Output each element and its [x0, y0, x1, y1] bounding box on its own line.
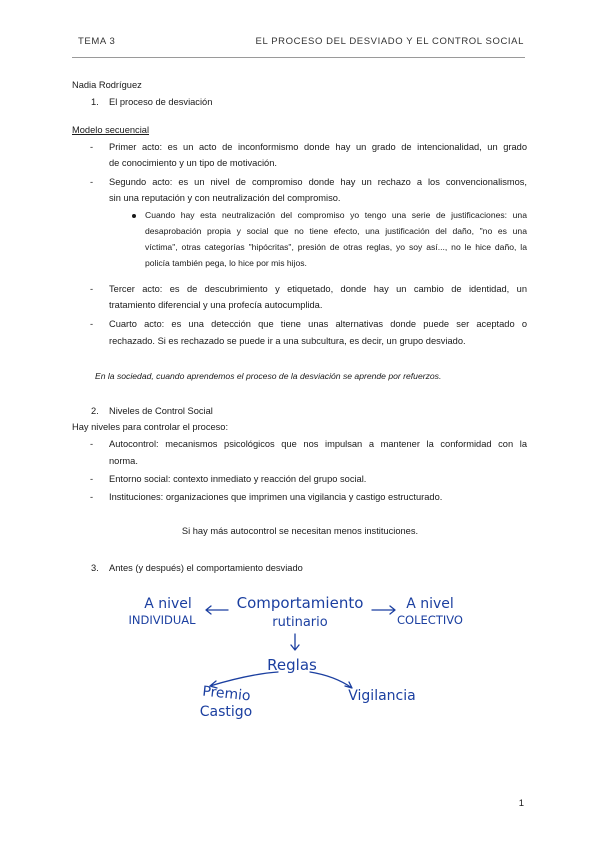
header-topic: TEMA 3 [78, 36, 116, 47]
list-dash: - [90, 319, 94, 329]
bottom-left-line1: Premio [201, 683, 252, 705]
sub-bullet-line3: víctima", otras categorías "hipócritas", presión de otras reglas, yo soy así..., no le hice daño, la [145, 242, 527, 252]
section1-note: En la sociedad, cuando aprendemos el proceso de la desviación se aprende por refuerzos. [95, 371, 442, 381]
list-dash: - [90, 492, 94, 502]
list-dash: - [90, 142, 94, 152]
center-line1: Comportamiento [236, 594, 364, 612]
header-title: EL PROCESO DEL DESVIADO Y EL CONTROL SOCIAL [255, 36, 524, 47]
bottom-left-line2: Castigo [199, 704, 253, 720]
sub-bullet-dot [132, 214, 136, 218]
bullet2-line1: Segundo acto: es un nivel de compromiso donde hay un rechazo a los convencionalismos, [109, 177, 527, 187]
left-line1: A nivel [144, 596, 192, 612]
bullet3-line2: tratamiento diferencial y una profecía autocumplida. [109, 300, 323, 310]
arrow-to-individual [206, 606, 228, 614]
sub-bullet-line4: policía también pega, lo hice por mis hijos. [145, 258, 307, 268]
control-bullet2: Entorno social: contexto inmediato y reacción del grupo social. [109, 474, 367, 484]
bullet1-line2: de conocimiento y un tipo de motivación. [109, 158, 277, 168]
section2-conclusion: Si hay más autocontrol se necesitan menos instituciones. [181, 526, 419, 536]
section2-intro: Hay niveles para controlar el proceso: [72, 422, 229, 432]
list-dash: - [90, 439, 94, 449]
arrow-to-collective [372, 606, 395, 614]
header-divider [72, 57, 525, 58]
list-dash: - [90, 474, 94, 484]
arrow-to-rules [291, 634, 299, 650]
sub-bullet-line1: Cuando hay esta neutralización del compromiso yo tengo una serie de justificaciones: una [145, 210, 527, 220]
bottom-right-label: Vigilancia [348, 688, 416, 704]
list-dash: - [90, 284, 94, 294]
section3-number: 3. [91, 563, 99, 573]
bullet4-line1: Cuarto acto: es una detección que tiene unas alternativas donde puede ser aceptado o [109, 319, 527, 329]
page-number: 1 [518, 798, 524, 809]
section1-subheading: Modelo secuencial [72, 125, 150, 135]
center-line2: rutinario [272, 615, 328, 630]
author-name: Nadia Rodríguez [72, 80, 142, 90]
section2-title: Niveles de Control Social [109, 406, 213, 416]
list-dash: - [90, 177, 94, 187]
control-bullet3: Instituciones: organizaciones que imprimen una vigilancia y castigo estructurado. [109, 492, 443, 502]
section1-title: El proceso de desviación [109, 97, 213, 107]
arrow-to-surveillance [310, 672, 352, 688]
sub-bullet-line2: desaprobación propia y social que no tiene efecto, una justificación del daño, "no es una [145, 226, 527, 236]
section1-number: 1. [91, 97, 99, 107]
control-bullet1-line2: norma. [109, 456, 138, 466]
page-header [78, 36, 524, 52]
middle-label: Reglas [267, 656, 317, 674]
control-bullet1-line1: Autocontrol: mecanismos psicológicos que nos impulsan a mantener la conformidad con la [109, 439, 527, 449]
bullet1-line1: Primer acto: es un acto de inconformismo donde hay un grado de intencionalidad, un grado [109, 142, 527, 152]
section3-title: Antes (y después) el comportamiento desviado [109, 563, 303, 573]
section2-number: 2. [91, 406, 99, 416]
handwritten-diagram [110, 588, 490, 728]
right-line2: COLECTIVO [397, 613, 463, 627]
bullet4-line2: rechazado. Si es rechazado se puede ir a una subcultura, es decir, un grupo desviado. [109, 336, 466, 346]
left-line2: INDIVIDUAL [128, 613, 196, 627]
bullet3-line1: Tercer acto: es de descubrimiento y etiquetado, donde hay un cambio de identidad, un [109, 284, 527, 294]
bullet2-line2: sin una reputación y con neutralización del compromiso. [109, 193, 341, 203]
right-line1: A nivel [406, 596, 454, 612]
